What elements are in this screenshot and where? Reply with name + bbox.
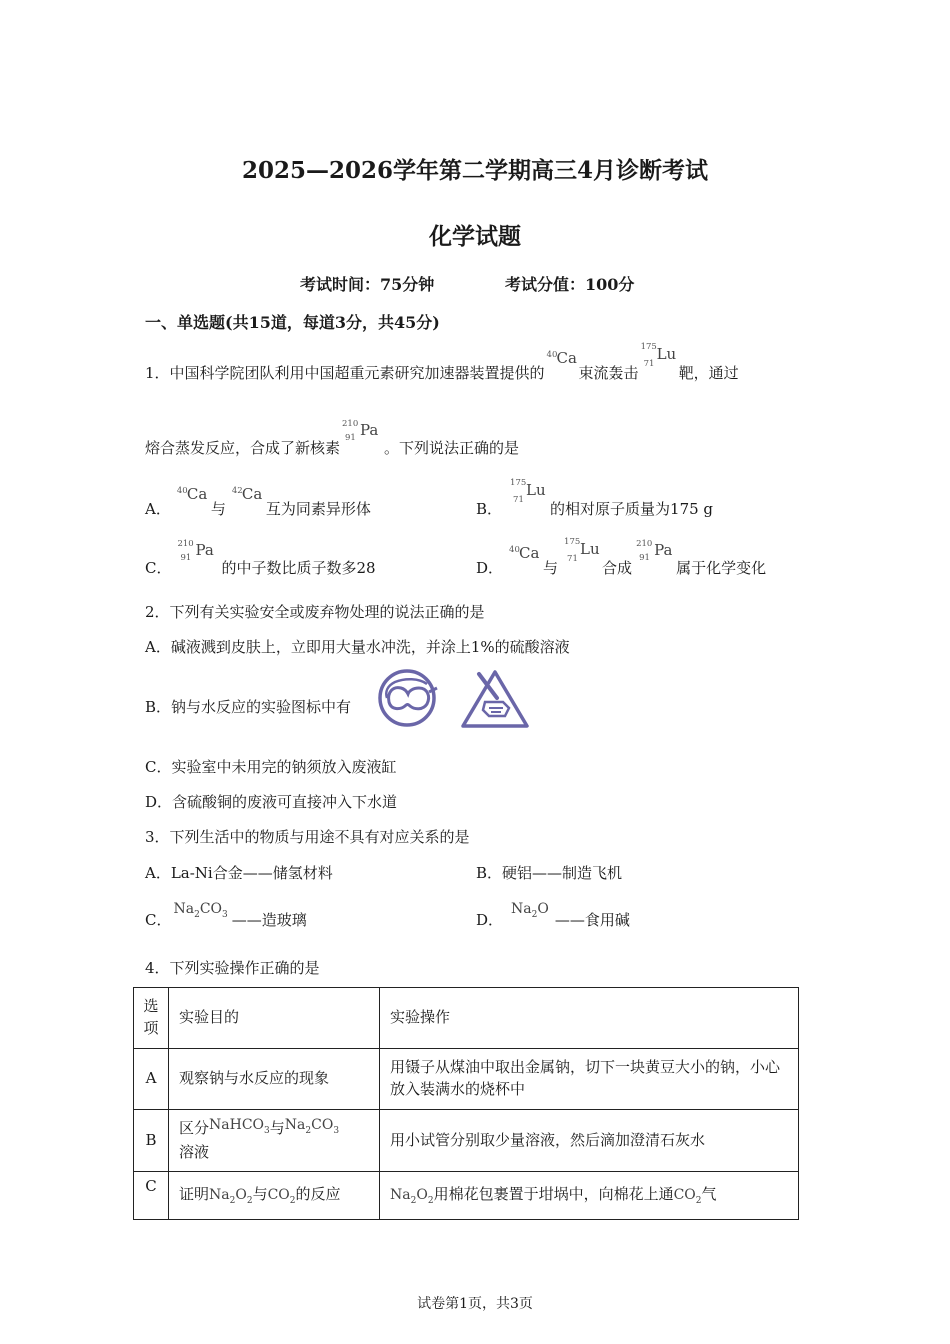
formula-na2o2: $Na_2O_2$ (390, 1186, 434, 1206)
safety-goggles-icon (375, 668, 441, 728)
row-a-operation: 用镊子从煤油中取出金属钠，切下一块黄豆大小的钠，小心放入装满水的烧杯中 (380, 1049, 799, 1110)
q1-option-c: C． 210 91 Pa 的中子数比质子数多28 (145, 539, 376, 577)
experiment-table (133, 987, 799, 1220)
nuclide-ca42: 42 Ca (231, 485, 263, 503)
q1-option-d: D． 40 Ca 与 175 71 Lu 合成 210 91 Pa 属于化学变化 (476, 537, 767, 577)
question-1-stem (145, 342, 739, 383)
q1-option-a: A． 40 Ca 与 42 Ca 互为同素异形体 (145, 485, 371, 518)
table-row (134, 1172, 799, 1220)
row-b-operation: 用小试管分别取少量溶液，然后滴加澄清石灰水 (380, 1110, 799, 1172)
sharp-object-warning-icon (459, 668, 531, 730)
row-a-purpose: 观察钠与水反应的现象 (169, 1049, 380, 1110)
nuclide-ca40: 40 Ca (546, 349, 577, 367)
q1-option-b: B． 175 71 Lu 的相对原子质量为175 g (476, 478, 714, 518)
header-option: 选项 (134, 988, 169, 1049)
row-a-option: A (134, 1049, 169, 1110)
exam-title: 2025—2026学年第二学期高三4月诊断考试 (241, 157, 709, 184)
question-4-stem: 4．下列实验操作正确的是 (145, 959, 320, 977)
formula-na2co3: $Na_2CO_3$ (173, 901, 228, 920)
formula-na2o: $Na_2O$ (511, 901, 549, 920)
formula-nahco3: NaHCO$_3$ (209, 1116, 270, 1136)
table-row (134, 1049, 799, 1110)
row-c-option: C (134, 1172, 169, 1220)
nuclide-ca40: 40 Ca (509, 544, 540, 562)
q3-option-d: D．$Na_2O——$食用碱 (476, 901, 630, 929)
q3-option-b: B．硬铝——制造飞机 (476, 864, 623, 882)
nuclide-pa210: 210 91 Pa (177, 539, 214, 563)
row-b-purpose: 区分NaHCO$_3$与$Na_2CO_3$ 溶液 (169, 1110, 380, 1172)
formula-na2o2: $Na_2O_2$ (209, 1186, 253, 1206)
q2-option-a: A．碱液溅到皮肤上，立即用大量水冲洗，并涂上1%的硫酸溶液 (145, 638, 570, 656)
q2-option-c: C．实验室中未用完的钠须放入废液缸 (145, 758, 397, 776)
question-1-stem-line2 (145, 419, 520, 458)
nuclide-lu175: 175 71 Lu (564, 537, 600, 564)
q1-text-d: 熔合蒸发反应，合成了新核素 (145, 439, 341, 457)
q1-text-b: 束流轰击 (578, 364, 639, 382)
row-c-purpose: 证明$Na_2O_2$与$CO_2$的反应 (169, 1172, 380, 1220)
nuclide-lu175: 175 71 Lu (510, 478, 546, 505)
formula-na2co3: $Na_2CO_3$ (284, 1116, 340, 1136)
q3-option-c: C．$Na_2CO_3$ ——造玻璃 (145, 901, 307, 929)
nuclide-pa210: 210 91 Pa (636, 539, 673, 563)
section-heading: 一、单选题(共15道，每道3分，共45分) (145, 313, 440, 332)
row-c-operation: $Na_2O_2$用棉花包裹置于坩埚中，向棉花上通$CO_2$气 (380, 1172, 799, 1220)
exam-subtitle: 化学试题 (429, 223, 521, 250)
row-b-option: B (134, 1110, 169, 1172)
header-operation: 实验操作 (380, 988, 799, 1049)
q1-text-c: 靶，通过 (678, 364, 739, 382)
question-3-stem: 3．下列生活中的物质与用途不具有对应关系的是 (145, 828, 470, 846)
q3-option-a: A．La-Ni合金——储氢材料 (145, 864, 333, 882)
exam-time: 考试时间：75分钟 (300, 275, 435, 294)
q1-text-a: 1．中国科学院团队利用中国超重元素研究加速器装置提供的 (145, 364, 545, 382)
header-purpose: 实验目的 (169, 988, 380, 1049)
q2-option-d: D．含硫酸铜的废液可直接冲入下水道 (145, 793, 398, 811)
nuclide-pa210: 210 91 Pa (342, 419, 379, 443)
nuclide-ca40: 40 Ca (176, 485, 208, 503)
nuclide-lu175: 175 71 Lu (640, 342, 677, 369)
q2-option-b: B．钠与水反应的实验图标中有 (145, 698, 352, 716)
table-row (134, 1110, 799, 1172)
formula-co2: $CO_2$ (673, 1186, 702, 1206)
q1-text-e: 。下列说法正确的是 (384, 439, 520, 457)
formula-co2: $CO_2$ (267, 1186, 296, 1206)
table-header-row (134, 988, 799, 1049)
exam-score: 考试分值：100分 (505, 275, 635, 294)
question-2-stem: 2．下列有关实验安全或废弃物处理的说法正确的是 (145, 603, 485, 621)
page-footer: 试卷第1页，共3页 (417, 1296, 533, 1312)
